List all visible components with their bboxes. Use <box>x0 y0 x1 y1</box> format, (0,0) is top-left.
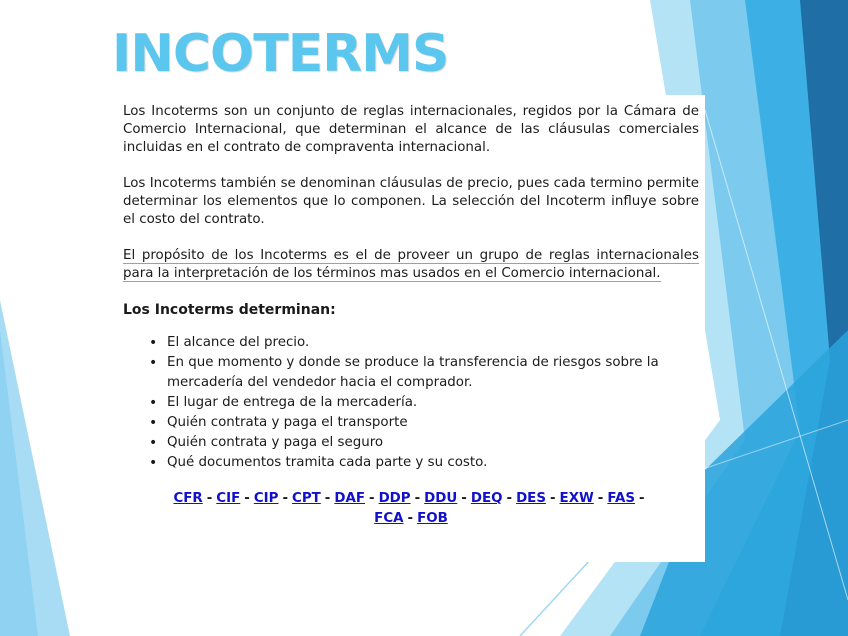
link-fob[interactable]: FOB <box>417 511 448 526</box>
list-item <box>149 393 699 413</box>
link-cif[interactable]: CIF <box>216 491 241 506</box>
link-fas[interactable]: FAS <box>607 491 635 506</box>
link-separator: - <box>282 491 289 506</box>
bullet-icon: • <box>149 455 158 471</box>
list-item-text: Quién contrata y paga el seguro <box>167 435 384 450</box>
link-separator: - <box>461 491 467 506</box>
list-item-text: El alcance del precio. <box>167 335 310 350</box>
link-separator: - <box>506 491 513 506</box>
link-cfr[interactable]: CFR <box>173 491 203 506</box>
list-item-text: Qué documentos tramita cada parte y su costo. <box>167 455 488 470</box>
list-item <box>149 433 699 453</box>
list-item <box>149 353 699 393</box>
paragraph-purpose-text: El propósito de los Incoterms es el de proveer un grupo de reglas internacionales para la interpretación de los términos mas usados en el Comercio internacional. <box>123 248 699 281</box>
list-item-text: Quién contrata y paga el transporte <box>167 415 408 430</box>
link-ddu[interactable]: DDU <box>424 491 458 506</box>
bullet-icon: • <box>149 435 158 451</box>
list-item-text: En que momento y donde se produce la transferencia de riesgos sobre la mercadería del vendedor hacia el comprador. <box>167 355 659 390</box>
link-separator: - <box>597 491 604 506</box>
link-des[interactable]: DES <box>516 491 546 506</box>
page-title: INCOTERMS <box>112 24 449 84</box>
paragraph-definition: Los Incoterms son un conjunto de reglas internacionales, regidos por la Cámara de Comercio Internacional, que determinan el alcance de las cláusulas comerciales incluidas en el contrato de compraventa internacional. <box>123 104 699 155</box>
paragraph-purpose <box>123 247 699 283</box>
link-cip[interactable]: CIP <box>253 491 279 506</box>
link-separator: - <box>638 491 645 506</box>
list-item <box>149 413 699 433</box>
list-item-text: El lugar de entrega de la mercadería. <box>167 395 418 410</box>
link-deq[interactable]: DEQ <box>470 491 503 506</box>
incoterm-links <box>123 489 699 529</box>
bullet-icon: • <box>149 335 158 351</box>
link-separator: - <box>324 491 331 506</box>
link-separator: - <box>369 491 375 506</box>
paragraph-price-clauses: Los Incoterms también se denominan cláusulas de precio, pues cada termino permite determinar los elementos que lo componen. La selección del Incoterm influye sobre el costo del contrato. <box>123 176 699 227</box>
link-separator: - <box>407 511 414 526</box>
subheading: Los Incoterms determinan: <box>123 302 336 318</box>
list-item <box>149 333 699 353</box>
link-separator: - <box>206 491 213 506</box>
link-exw[interactable]: EXW <box>559 491 594 506</box>
content-panel <box>116 95 705 562</box>
bullet-icon: • <box>149 395 158 411</box>
link-fca[interactable]: FCA <box>374 511 404 526</box>
list-item <box>149 453 699 473</box>
link-separator: - <box>414 491 421 506</box>
bullet-icon: • <box>149 415 158 431</box>
link-separator: - <box>549 491 556 506</box>
link-cpt[interactable]: CPT <box>292 491 321 506</box>
link-daf[interactable]: DAF <box>334 491 365 506</box>
determines-list <box>123 333 699 473</box>
link-ddp[interactable]: DDP <box>378 491 411 506</box>
link-separator: - <box>244 491 250 506</box>
bullet-icon: • <box>149 355 158 371</box>
